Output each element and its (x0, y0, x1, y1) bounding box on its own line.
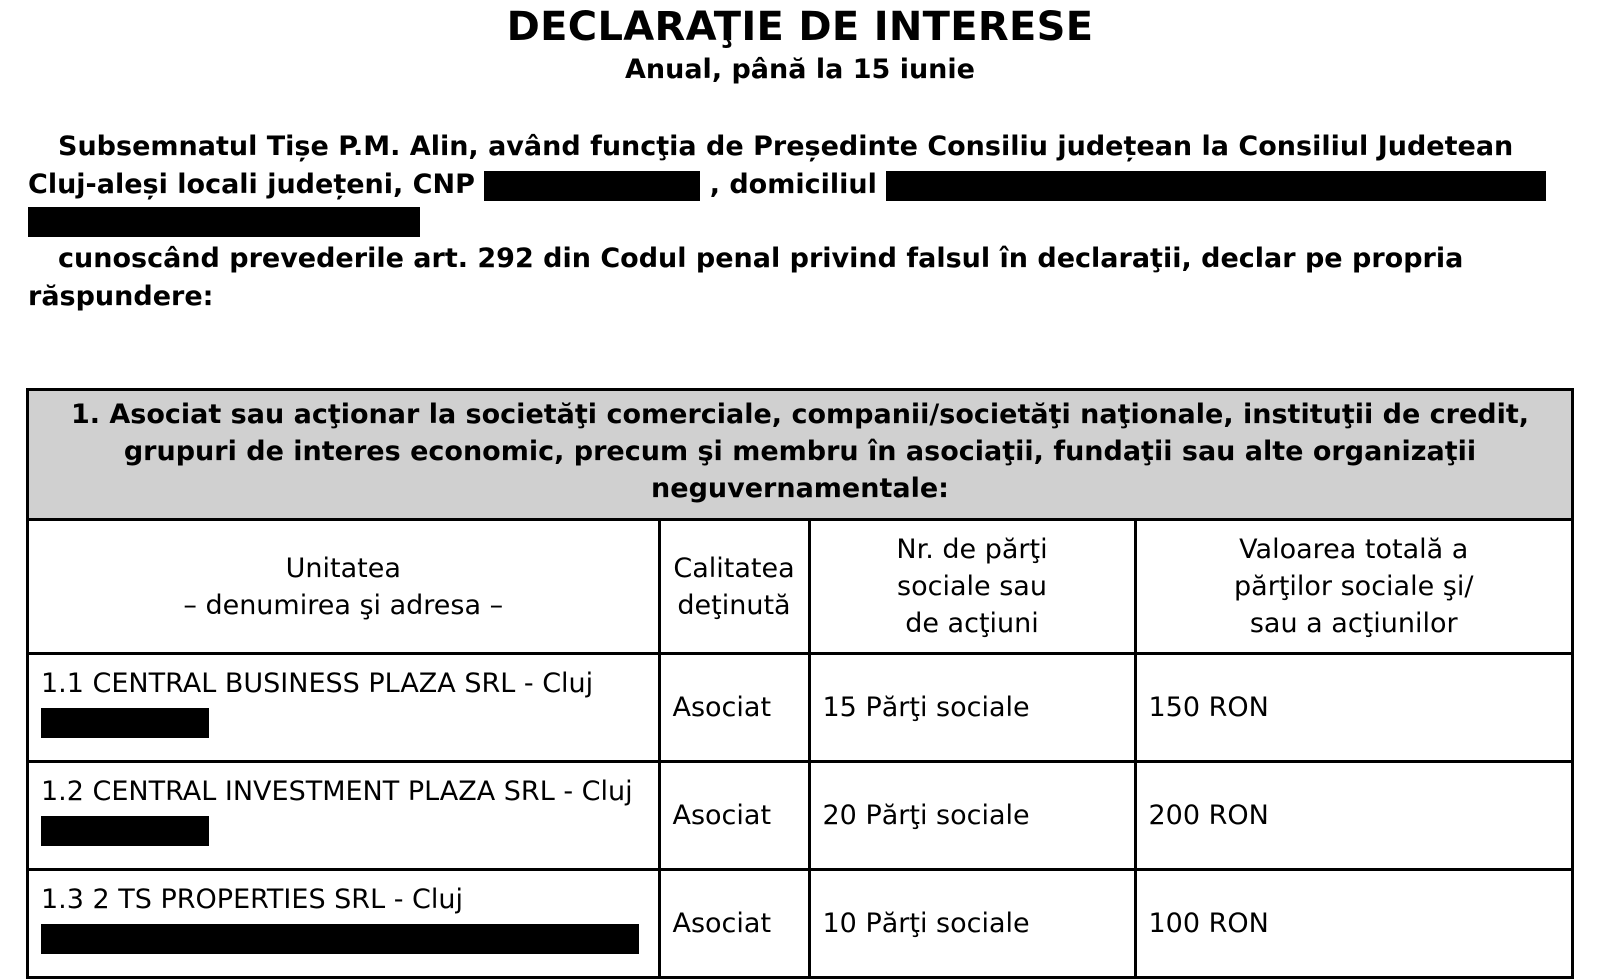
cell-quality: Asociat (659, 762, 809, 870)
intro-text-3b: răspundere: (28, 281, 214, 312)
interests-table-section-1 (26, 388, 1574, 979)
cell-unit (29, 654, 659, 762)
table-row (29, 870, 1571, 977)
intro-text-3a: cunoscând prevederile art. 292 din Codul penal privind falsul în declaraţii, declar pe propria (58, 243, 1464, 274)
col-header-value-line-3: sau a acţiunilor (1249, 608, 1458, 639)
col-header-quality-line-1: Calitatea (673, 552, 795, 584)
section-1-table (29, 521, 1571, 976)
cell-quality: Asociat (659, 870, 809, 977)
col-header-shares-line-3: de acţiuni (905, 608, 1039, 639)
table-header-row (29, 521, 1571, 654)
col-header-unit-line-1: Unitatea (285, 552, 401, 584)
col-header-shares-line-2: sociale sau (897, 571, 1047, 602)
redacted-address-cont (28, 207, 420, 237)
col-header-value-line-1: Valoarea totală a (1239, 534, 1469, 565)
cell-shares: 10 Părţi sociale (809, 870, 1135, 977)
redacted-unit-address (41, 924, 639, 954)
table-row (29, 762, 1571, 870)
intro-line-1 (28, 128, 1588, 166)
col-header-quality-line-2: deţinută (677, 589, 791, 621)
page-subtitle: Anual, până la 15 iunie (625, 54, 975, 85)
intro-line-2 (28, 166, 1588, 204)
intro-text-1: Subsemnatul Tișe P.M. Alin, având funcţia de Președinte Consiliu județean la Consiliul Judetean (58, 131, 1514, 162)
cell-value: 200 RON (1135, 762, 1571, 870)
redacted-cnp (484, 171, 700, 201)
cell-shares: 15 Părţi sociale (809, 654, 1135, 762)
cell-unit (29, 870, 659, 977)
redacted-unit-address (41, 708, 209, 738)
intro-line-4 (28, 278, 1588, 316)
redacted-unit-address (41, 816, 209, 846)
intro-line-3 (28, 240, 1588, 278)
col-header-value (1135, 521, 1571, 654)
page-title: DECLARAŢIE DE INTERESE (506, 4, 1094, 50)
unit-name: 1.2 CENTRAL INVESTMENT PLAZA SRL - Cluj (41, 776, 633, 807)
intro-text-2b: , domiciliul (709, 169, 877, 200)
section-1-heading (29, 391, 1571, 521)
cell-value: 100 RON (1135, 870, 1571, 977)
cell-quality: Asociat (659, 654, 809, 762)
unit-name: 1.1 CENTRAL BUSINESS PLAZA SRL - Cluj (41, 668, 594, 699)
table-row (29, 654, 1571, 762)
section-1-heading-line-1: 1. Asociat sau acţionar la societăţi comerciale, companii/societăţi naţionale, instituţii de credit, (70, 399, 1530, 430)
section-1-heading-line-3: neguvernamentale: (651, 473, 949, 504)
col-header-shares (809, 521, 1135, 654)
col-header-unit-line-2: – denumirea şi adresa – (183, 589, 504, 621)
col-header-shares-line-1: Nr. de părţi (896, 534, 1048, 565)
cell-value: 150 RON (1135, 654, 1571, 762)
section-1-heading-line-2: grupuri de interes economic, precum şi membru în asociaţii, fundaţii sau alte organizaţii (123, 436, 1477, 467)
redacted-address (886, 171, 1546, 201)
cell-shares: 20 Părţi sociale (809, 762, 1135, 870)
col-header-value-line-2: părţilor sociale şi/ (1234, 571, 1474, 602)
unit-name: 1.3 2 TS PROPERTIES SRL - Cluj (41, 884, 463, 915)
col-header-quality (659, 521, 809, 654)
cell-unit (29, 762, 659, 870)
col-header-unit (29, 521, 659, 654)
intro-text-2a: Cluj-aleși locali județeni, CNP (28, 169, 475, 200)
